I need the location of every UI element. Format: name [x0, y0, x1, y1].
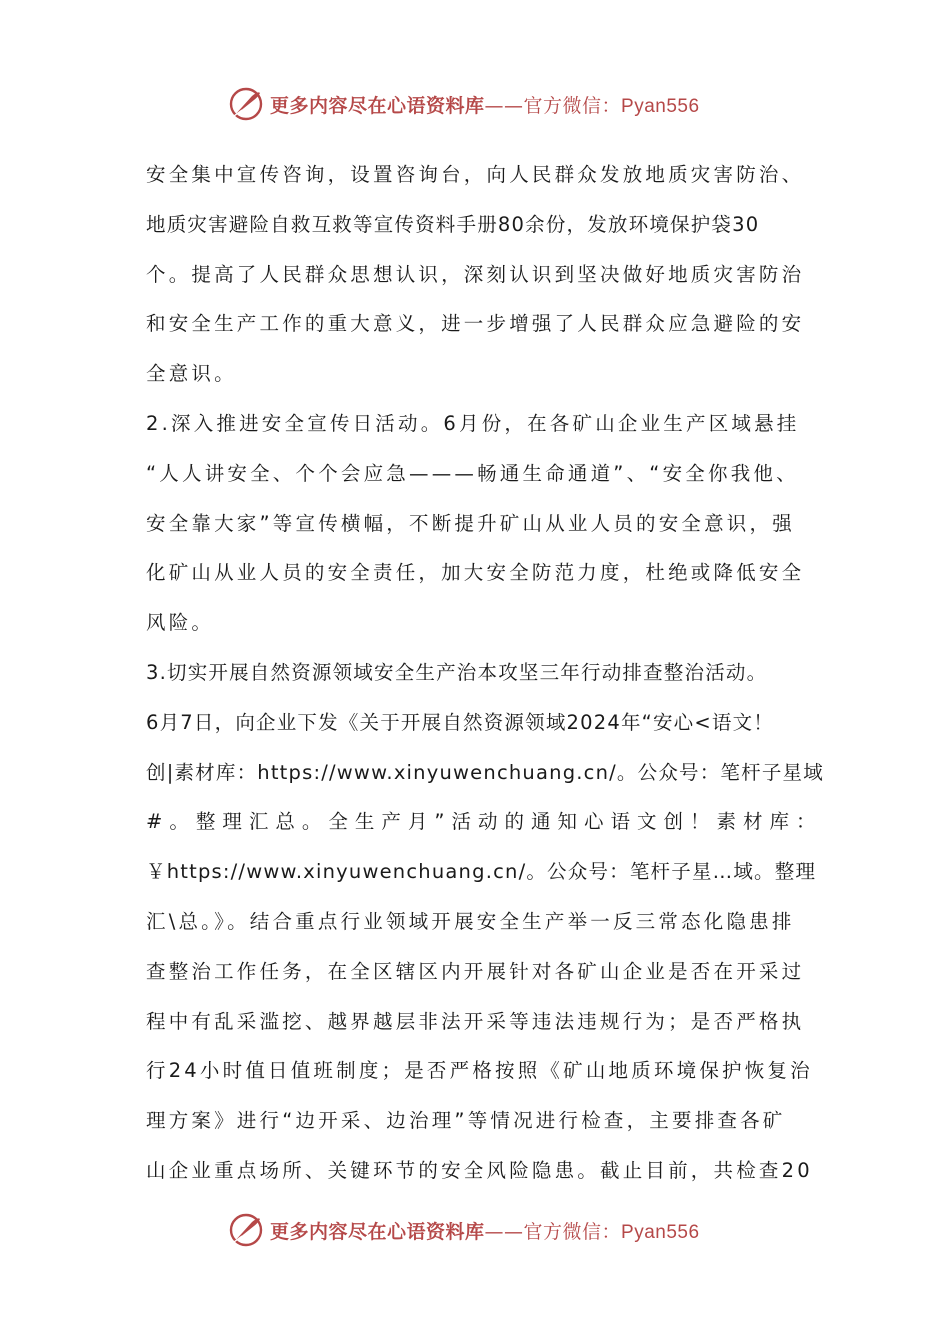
body-line: 地质灾害避险自救互救等宣传资料手册80余份，发放环境保护袋30 [146, 212, 760, 236]
body-line: 和安全生产工作的重大意义，进一步增强了人民群众应急避险的安 [146, 312, 805, 336]
body-line: ￥https://www.xinyuwenchuang.cn/。公众号：笔杆子星…域。整理 [146, 860, 817, 884]
body-line: “人人讲安全、个个会应急———畅通生命通道”、“安全你我他、 [146, 461, 799, 485]
body-line: 化矿山从业人员的安全责任，加大安全防范力度，杜绝或降低安全 [146, 561, 805, 585]
banner-wechat-id: Pyan556 [621, 1221, 700, 1243]
body-line: 全意识。 [146, 362, 237, 386]
banner-wechat-label: 官方微信： [523, 1220, 622, 1243]
body-line: #。整理汇总。全生产月”活动的通知心语文创！素材库： [146, 810, 823, 834]
body-line: 安全集中宣传咨询，设置咨询台，向人民群众发放地质灾害防治、 [146, 163, 805, 186]
body-line: 程中有乱采滥挖、越界越层非法开采等违法违规行为；是否严格执 [146, 1009, 805, 1033]
body-line: 汇\总。》。结合重点行业领域开展安全生产举一反三常态化隐患排 [146, 909, 795, 933]
body-line: 山企业重点场所、关键环节的安全风险隐患。截止目前，共检查20 [146, 1158, 813, 1182]
banner-dash: —— [484, 1220, 524, 1243]
banner-dash: —— [484, 94, 524, 117]
quill-pen-logo-icon [228, 1212, 264, 1248]
banner-text [270, 1217, 700, 1244]
banner-brand: 更多内容尽在心语资料库 [270, 94, 485, 117]
body-line: 风险。 [146, 611, 215, 635]
footer-banner [228, 1210, 748, 1250]
body-line: 3.切实开展自然资源领域安全生产治本攻坚三年行动排查整治活动。 [146, 660, 768, 684]
document-body [146, 150, 826, 1196]
body-line: 行24小时值日值班制度；是否严格按照《矿山地质环境保护恢复治 [146, 1059, 813, 1083]
body-line: 查整治工作任务，在全区辖区内开展针对各矿山企业是否在开采过 [146, 959, 805, 983]
body-line: 理方案》进行“边开采、边治理”等情况进行检查，主要排查各矿 [146, 1109, 786, 1133]
header-banner [228, 84, 748, 124]
body-line: 2.深入推进安全宣传日活动。6月份，在各矿山企业生产区域悬挂 [146, 411, 800, 435]
body-line: 个。提高了人民群众思想认识，深刻认识到坚决做好地质灾害防治 [146, 262, 805, 286]
banner-text [270, 91, 700, 118]
body-line: 创|素材库：https://www.xinyuwenchuang.cn/。公众号：笔杆子星域 [146, 760, 824, 784]
body-line: 安全靠大家”等宣传横幅，不断提升矿山从业人员的安全意识，强 [146, 511, 795, 535]
banner-brand: 更多内容尽在心语资料库 [270, 1220, 485, 1243]
banner-wechat-id: Pyan556 [621, 95, 700, 117]
body-line: 6月7日，向企业下发《关于开展自然资源领域2024年“安心<语文！ [146, 710, 774, 734]
banner-wechat-label: 官方微信： [523, 94, 622, 117]
quill-pen-logo-icon [228, 86, 264, 122]
